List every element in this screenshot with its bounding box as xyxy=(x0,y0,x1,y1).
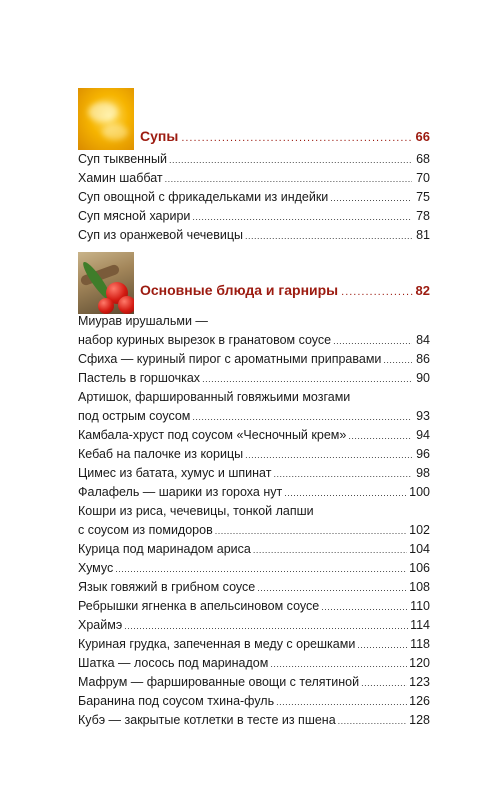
toc-entry-page: 100 xyxy=(409,485,430,499)
toc-entry-page: 90 xyxy=(416,371,430,385)
toc-entry[interactable] xyxy=(78,521,430,540)
toc-entry[interactable] xyxy=(78,711,430,730)
leader-dots xyxy=(245,227,412,246)
toc-entry[interactable] xyxy=(78,673,430,692)
toc-entry[interactable] xyxy=(78,150,430,169)
toc-entry-page: 102 xyxy=(409,523,430,537)
toc-list-mains xyxy=(78,312,430,730)
toc-entry[interactable] xyxy=(78,502,430,521)
toc-entry[interactable] xyxy=(78,635,430,654)
toc-entry[interactable] xyxy=(78,407,430,426)
toc-entry-page: 70 xyxy=(416,171,430,185)
toc-entry-title: Кошри из риса, чечевицы, тонкой лапши xyxy=(78,504,314,518)
section-header-mains[interactable] xyxy=(78,252,430,314)
leader-dots xyxy=(321,598,408,617)
toc-entry[interactable] xyxy=(78,388,430,407)
toc-entry[interactable] xyxy=(78,559,430,578)
toc-entry-title: Суп овощной с фрикадельками из индейки xyxy=(78,190,329,204)
leader-dots xyxy=(253,541,407,560)
toc-entry-page: 78 xyxy=(416,209,430,223)
toc-entry[interactable] xyxy=(78,188,430,207)
toc-entry-title: Хумус xyxy=(78,561,114,575)
toc-entry[interactable] xyxy=(78,169,430,188)
toc-entry-page: 118 xyxy=(410,637,430,651)
toc-entry-page: 128 xyxy=(409,713,430,727)
toc-entry-page: 94 xyxy=(416,428,430,442)
toc-entry-title: Суп тыквенный xyxy=(78,152,167,166)
toc-entry-title: набор куриных вырезок в гранатовом соусе xyxy=(78,333,332,347)
toc-entry-page: 75 xyxy=(416,190,430,204)
toc-entry-page: 114 xyxy=(410,618,430,632)
leader-dots xyxy=(245,446,412,465)
toc-entry-title: Мафрум — фаршированные овощи с телятиной xyxy=(78,675,360,689)
toc-entry[interactable] xyxy=(78,350,430,369)
toc-entry[interactable] xyxy=(78,464,430,483)
toc-entry-page: 98 xyxy=(416,466,430,480)
toc-entry-title: Сфиха — куриный пирог с ароматными приправами xyxy=(78,352,382,366)
toc-entry-title: Баранина под соусом тхина-фуль xyxy=(78,694,275,708)
leader-dots xyxy=(383,351,412,370)
toc-entry-page: 106 xyxy=(409,561,430,575)
toc-entry[interactable] xyxy=(78,692,430,711)
toc-entry[interactable] xyxy=(78,207,430,226)
leader-dots xyxy=(348,427,412,446)
toc-entry-title: Суп мясной харири xyxy=(78,209,191,223)
toc-entry[interactable] xyxy=(78,312,430,331)
leader-dots xyxy=(284,484,407,503)
toc-entry-title: Кубэ — закрытые котлетки в тесте из пшена xyxy=(78,713,336,727)
leader-dots xyxy=(115,560,407,579)
leader-dots xyxy=(192,208,412,227)
toc-entry[interactable] xyxy=(78,578,430,597)
leader-dots xyxy=(338,712,407,731)
toc-entry-page: 110 xyxy=(410,599,430,613)
leader-dots xyxy=(357,636,408,655)
leader-dots xyxy=(361,674,407,693)
toc-entry-title: Ребрышки ягненка в апельсиновом соусе xyxy=(78,599,320,613)
toc-entry-page: 120 xyxy=(409,656,430,670)
toc-entry-title: Курица под маринадом ариса xyxy=(78,542,251,556)
toc-entry-title: Миурав ирушальми — xyxy=(78,314,208,328)
toc-entry-title: Куриная грудка, запеченная в меду с орешками xyxy=(78,637,356,651)
toc-entry-title: Цимес из батата, хумус и шпинат xyxy=(78,466,272,480)
leader-dots xyxy=(276,693,407,712)
leader-dots xyxy=(202,370,412,389)
toc-entry-title: Пастель в горшочках xyxy=(78,371,201,385)
section-header-soups[interactable] xyxy=(78,88,430,150)
toc-entry-page: 126 xyxy=(409,694,430,708)
toc-entry[interactable] xyxy=(78,616,430,635)
toc-entry[interactable] xyxy=(78,654,430,673)
leader-dots xyxy=(270,655,407,674)
leader-dots xyxy=(333,332,412,351)
toc-entry[interactable] xyxy=(78,426,430,445)
section-title: Супы xyxy=(140,128,179,144)
toc-entry-title: Язык говяжий в грибном соусе xyxy=(78,580,256,594)
toc-entry[interactable] xyxy=(78,597,430,616)
toc-entry[interactable] xyxy=(78,445,430,464)
leader-dots xyxy=(273,465,412,484)
leader-dots xyxy=(341,286,412,298)
toc-entry-page: 81 xyxy=(416,228,430,242)
section-page-number: 82 xyxy=(415,283,430,298)
leader-dots xyxy=(257,579,407,598)
toc-entry-title: Храймэ xyxy=(78,618,123,632)
toc-entry-page: 108 xyxy=(409,580,430,594)
leader-dots xyxy=(124,617,408,636)
toc-entry-page: 93 xyxy=(416,409,430,423)
leader-dots xyxy=(165,170,412,189)
leader-dots xyxy=(181,132,412,144)
toc-entry[interactable] xyxy=(78,226,430,245)
toc-entry-title: Артишок, фаршированный говяжьими мозгами xyxy=(78,390,351,404)
toc-entry-title: с соусом из помидоров xyxy=(78,523,213,537)
section-page-number: 66 xyxy=(415,129,430,144)
toc-entry-title: Шатка — лосось под маринадом xyxy=(78,656,269,670)
leader-dots xyxy=(330,189,412,208)
toc-entry[interactable] xyxy=(78,483,430,502)
toc-entry-page: 68 xyxy=(416,152,430,166)
leader-dots xyxy=(192,408,412,427)
toc-entry-page: 123 xyxy=(409,675,430,689)
mains-thumbnail-image xyxy=(78,252,134,314)
toc-entry-title: под острым соусом xyxy=(78,409,191,423)
toc-entry-title: Суп из оранжевой чечевицы xyxy=(78,228,243,242)
soup-thumbnail-image xyxy=(78,88,134,150)
section-title: Основные блюда и гарниры xyxy=(140,282,339,298)
toc-entry-page: 96 xyxy=(416,447,430,461)
toc-entry-title: Фалафель — шарики из гороха нут xyxy=(78,485,283,499)
toc-entry-page: 86 xyxy=(416,352,430,366)
toc-entry-title: Хамин шаббат xyxy=(78,171,163,185)
toc-entry[interactable] xyxy=(78,369,430,388)
toc-list-soups xyxy=(78,150,430,245)
toc-entry-page: 84 xyxy=(416,333,430,347)
toc-entry-title: Камбала-хруст под соусом «Чесночный крем» xyxy=(78,428,347,442)
toc-entry[interactable] xyxy=(78,540,430,559)
leader-dots xyxy=(215,522,407,541)
leader-dots xyxy=(169,151,412,170)
toc-entry[interactable] xyxy=(78,331,430,350)
toc-entry-page: 104 xyxy=(409,542,430,556)
toc-entry-title: Кебаб на палочке из корицы xyxy=(78,447,244,461)
